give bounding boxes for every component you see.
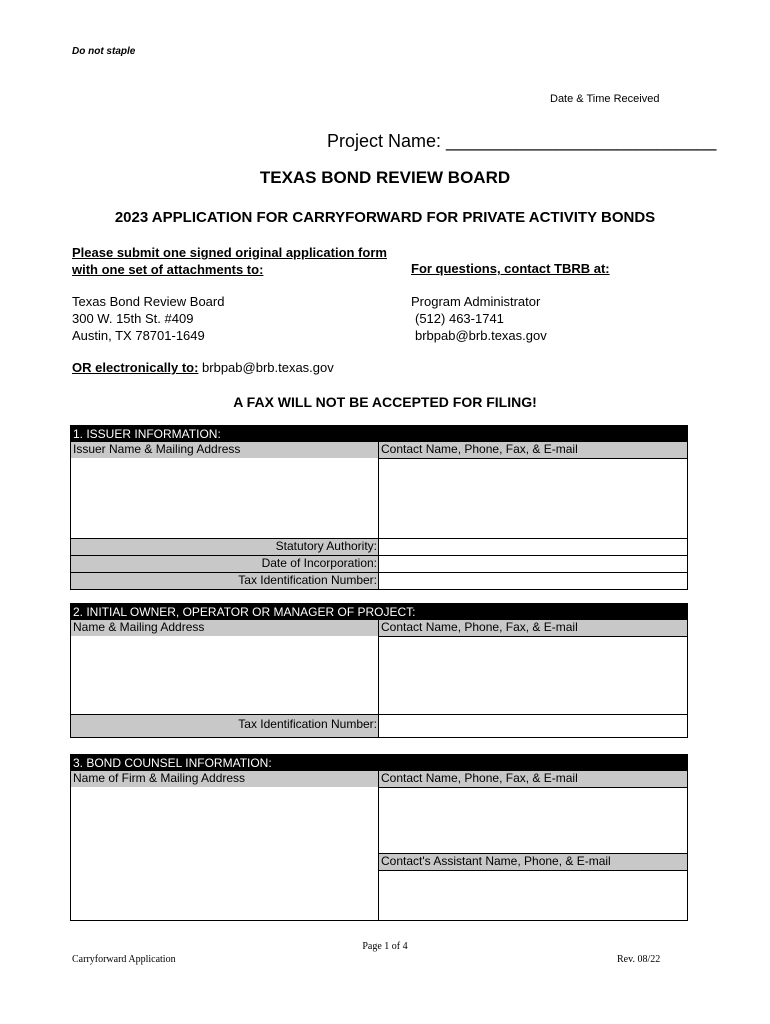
owner-address-column [71,620,379,714]
statutory-authority-label: Statutory Authority: [71,539,379,555]
owner-contact-column [379,620,687,714]
assistant-header: Contact's Assistant Name, Phone, & E-mail [379,853,687,870]
statutory-authority-input[interactable] [379,539,687,555]
owner-tax-id-input[interactable] [379,715,687,737]
contact-email: brbpab@brb.texas.gov [415,328,547,343]
issuer-section [70,425,688,590]
issuer-address-input[interactable] [71,458,378,537]
address-line: Austin, TX 78701-1649 [72,328,205,343]
owner-section [70,603,688,738]
counsel-address-column [71,771,379,920]
section-title: 2. INITIAL OWNER, OPERATOR OR MANAGER OF PROJECT: [71,604,687,620]
counsel-contact-header: Contact Name, Phone, Fax, & E-mail [379,771,687,787]
section-title: 1. ISSUER INFORMATION: [71,426,687,442]
owner-contact-header: Contact Name, Phone, Fax, & E-mail [379,620,687,636]
date-time-received-label: Date & Time Received [550,93,660,105]
counsel-address-input[interactable] [71,787,378,919]
issuer-contact-input[interactable] [379,458,687,538]
owner-contact-input[interactable] [379,636,687,714]
date-of-incorporation-input[interactable] [379,556,687,572]
questions-heading: For questions, contact TBRB at: [411,261,610,276]
application-title: 2023 APPLICATION FOR CARRYFORWARD FOR PRIVATE ACTIVITY BONDS [114,209,656,226]
counsel-address-header: Name of Firm & Mailing Address [71,771,378,787]
project-name-field[interactable]: Project Name: ___________________________ [327,131,717,151]
submit-instructions: Please submit one signed original application form with one set of attachments to: [72,245,387,277]
electronic-submission [72,360,334,375]
electronic-email: brbpab@brb.texas.gov [198,360,334,375]
section-title: 3. BOND COUNSEL INFORMATION: [71,755,687,771]
address-line: Texas Bond Review Board [72,294,225,309]
issuer-tax-id-input[interactable] [379,573,687,589]
mailing-address [72,293,224,344]
counsel-contact-column [379,771,687,920]
page-number: Page 1 of 4 [362,941,408,952]
issuer-contact-column [379,442,687,538]
revision-date: Rev. 08/22 [617,954,661,965]
contact-info [411,293,547,344]
address-line: 300 W. 15th St. #409 [72,311,194,326]
bond-counsel-section [70,754,688,921]
board-title: TEXAS BOND REVIEW BOARD [259,168,511,187]
do-not-staple-note: Do not staple [72,46,136,57]
owner-address-header: Name & Mailing Address [71,620,378,636]
contact-line: Program Administrator [411,294,541,309]
issuer-contact-header: Contact Name, Phone, Fax, & E-mail [379,442,687,458]
owner-address-input[interactable] [71,636,378,713]
electronic-label: OR electronically to: [72,360,199,375]
assistant-input[interactable] [379,870,687,920]
owner-tax-id-label: Tax Identification Number: [71,715,379,737]
date-of-incorporation-label: Date of Incorporation: [71,556,379,572]
fax-notice: A FAX WILL NOT BE ACCEPTED FOR FILING! [233,394,537,410]
contact-phone: (512) 463-1741 [415,311,504,326]
issuer-address-header: Issuer Name & Mailing Address [71,442,378,458]
issuer-tax-id-label: Tax Identification Number: [71,573,379,589]
form-name: Carryforward Application [72,954,176,965]
counsel-contact-input[interactable] [379,787,687,853]
issuer-address-column [71,442,379,538]
